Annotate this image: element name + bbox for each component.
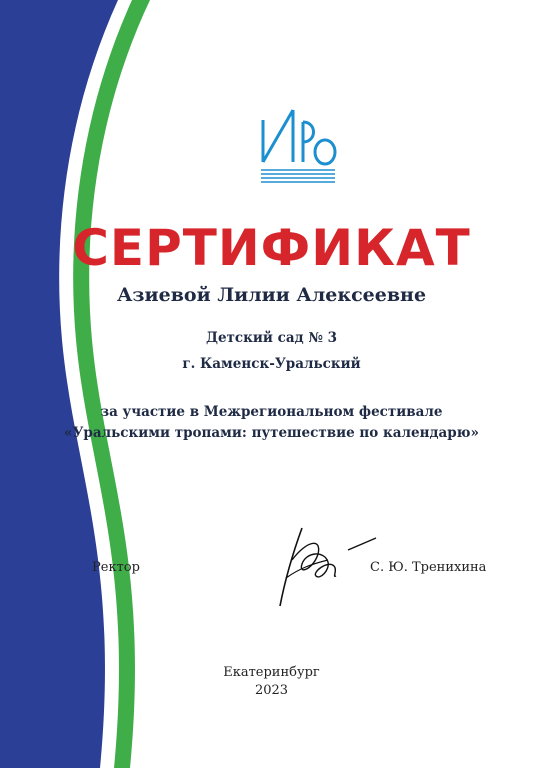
issue-city: Екатеринбург: [223, 665, 320, 680]
signatory-role: Ректор: [92, 560, 140, 575]
handwritten-signature-icon: [272, 520, 382, 610]
signatory-name: С. Ю. Тренихина: [370, 560, 487, 575]
recipient-city: г. Каменск-Уральский: [182, 356, 361, 372]
recipient-name: Азиевой Лилии Алексеевне: [116, 284, 427, 306]
recipient-organization: Детский сад № 3: [205, 330, 338, 346]
participation-line-1: за участие в Межрегиональном фестивале: [100, 404, 443, 420]
issue-year: 2023: [254, 683, 289, 698]
participation-text: [0, 402, 543, 444]
festival-name: «Уральскими тропами: путешествие по календарю»: [64, 425, 479, 441]
ipro-logo-icon: [257, 100, 339, 186]
certificate-title: СЕРТИФИКАТ: [72, 219, 471, 277]
issue-place-date: [0, 664, 543, 700]
